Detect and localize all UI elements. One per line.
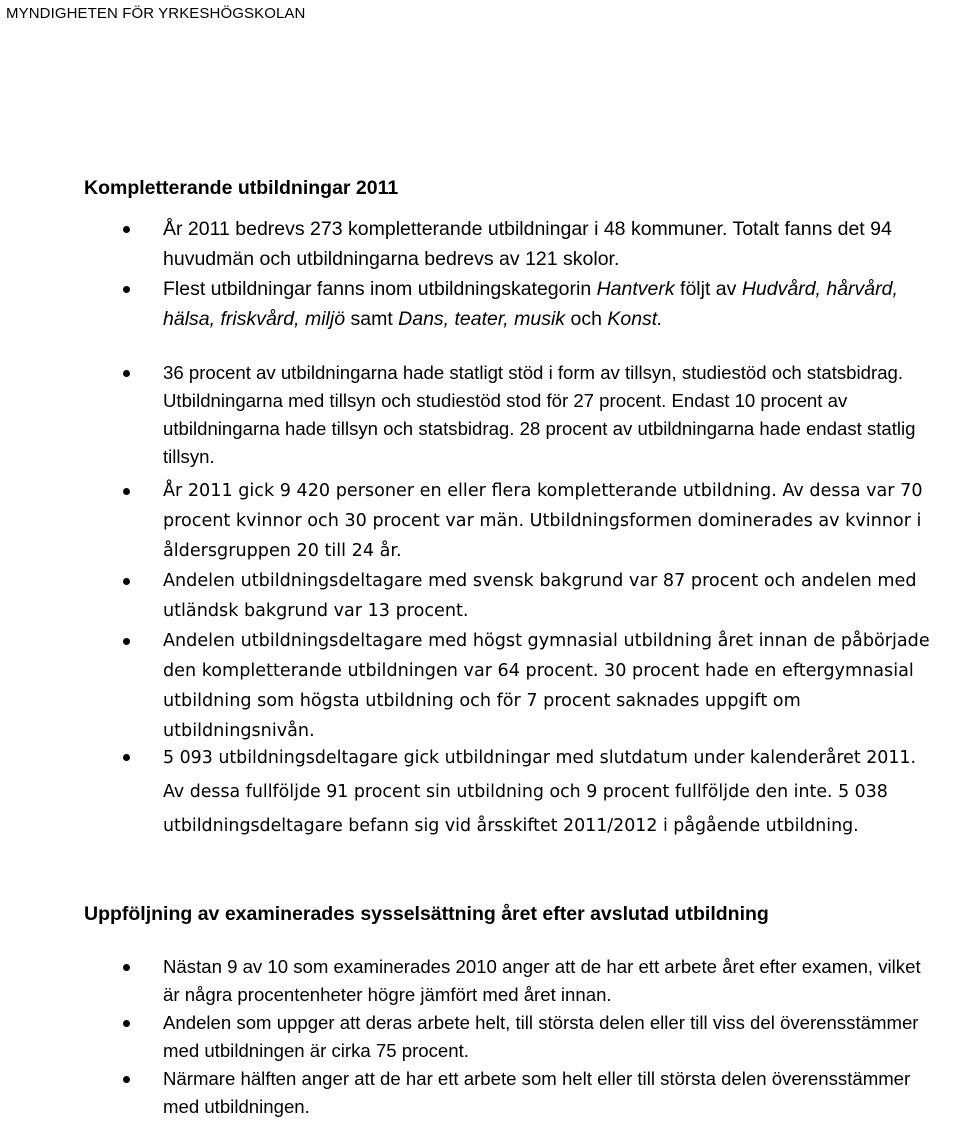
section-heading-kompletterande: Kompletterande utbildningar 2011 bbox=[84, 177, 399, 199]
section1-bullet-list bbox=[0, 214, 960, 334]
bullet-icon bbox=[123, 370, 130, 377]
list-item: Andelen som uppger att deras arbete helt, till största delen eller till viss del överensstämmer med utbildningen är cirka 75 procent. bbox=[0, 1009, 960, 1065]
bullet-icon bbox=[123, 286, 130, 293]
list-item: Närmare hälften anger att de har ett arbete som helt eller till största delen överensstämmer med utbildningen. bbox=[0, 1065, 960, 1121]
list-item: År 2011 bedrevs 273 kompletterande utbildningar i 48 kommuner. Totalt fanns det 94 huvudmän och utbildningarna bedrevs av 121 skolor. bbox=[0, 214, 960, 274]
section2-bullet-list bbox=[0, 953, 960, 1121]
list-item: Nästan 9 av 10 som examinerades 2010 anger att de har ett arbete året efter examen, vilket är några procentenheter högre jämfört med året innan. bbox=[0, 953, 960, 1009]
bullet-icon bbox=[123, 1020, 130, 1027]
list-item: Andelen utbildningsdeltagare med svensk bakgrund var 87 procent och andelen med utländsk bakgrund var 13 procent. bbox=[0, 566, 960, 626]
bullet-icon bbox=[123, 578, 130, 585]
list-item: År 2011 gick 9 420 personer en eller flera kompletterande utbildning. Av dessa var 70 procent kvinnor och 30 procent var män. Utbildningsformen dominerades av kvinnor i åldersgruppen 20 till 24 år. bbox=[0, 476, 960, 566]
list-item: 36 procent av utbildningarna hade statligt stöd i form av tillsyn, studiestöd och statsbidrag. Utbildningarna med tillsyn och studiestöd stod för 27 procent. Endast 10 procent av utbildningarna hade tillsyn och statsbidrag. 28 procent av utbildningarna hade endast statlig tillsyn. bbox=[0, 359, 960, 471]
section1-bullet-list-4 bbox=[0, 741, 960, 843]
bullet-icon bbox=[123, 754, 130, 761]
bullet-icon bbox=[123, 964, 130, 971]
organization-header: MYNDIGHETEN FÖR YRKESHÖGSKOLAN bbox=[6, 5, 306, 22]
bullet-icon bbox=[123, 1076, 130, 1083]
bullet-icon bbox=[123, 226, 130, 233]
bullet-icon bbox=[123, 638, 130, 645]
section1-bullet-list-2 bbox=[0, 359, 960, 471]
section1-bullet-list-3 bbox=[0, 476, 960, 746]
list-item: Flest utbildningar fanns inom utbildningskategorin Hantverk följt av Hudvård, hårvård, hälsa, friskvård, miljö samt Dans, teater, musik och Konst. bbox=[0, 274, 960, 334]
bullet-icon bbox=[123, 488, 130, 495]
list-item: Andelen utbildningsdeltagare med högst gymnasial utbildning året innan de påbörjade den kompletterande utbildningen var 64 procent. 30 procent hade en eftergymnasial utbildning som högsta utbildning och för 7 procent saknades uppgift om utbildningsnivån. bbox=[0, 626, 960, 746]
section-heading-uppfoljning: Uppföljning av examinerades sysselsättning året efter avslutad utbildning bbox=[84, 903, 769, 925]
list-item: 5 093 utbildningsdeltagare gick utbildningar med slutdatum under kalenderåret 2011. Av dessa fullföljde 91 procent sin utbildning och 9 procent fullföljde den inte. 5 038 utbildningsdeltagare befann sig vid årsskiftet 2011/2012 i pågående utbildning. bbox=[0, 741, 960, 843]
